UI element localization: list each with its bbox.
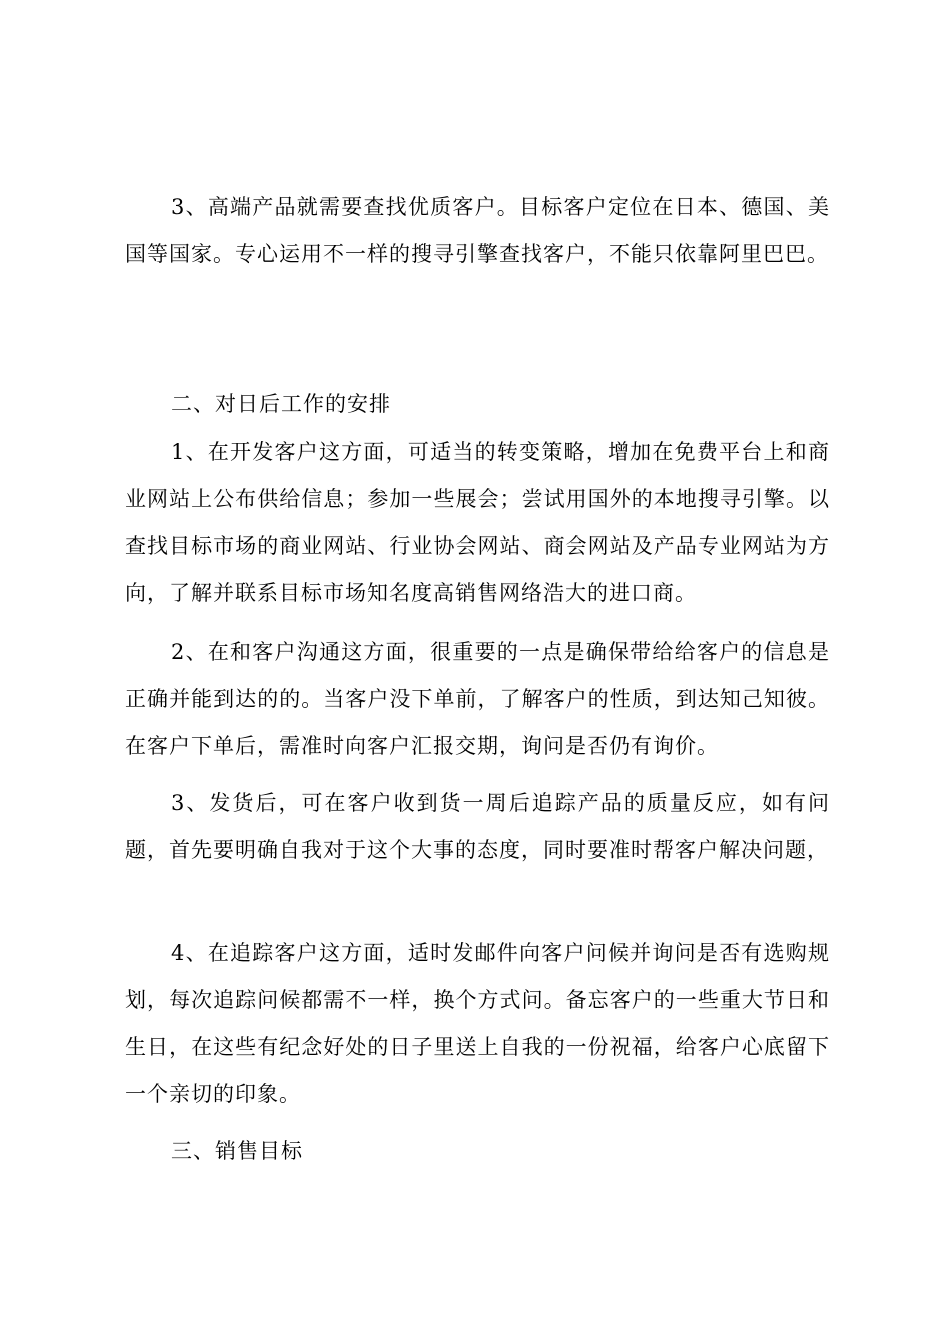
paragraph-high-end-products: 3、高端产品就需要查找优质客户。目标客户定位在日本、德国、美国等国家。专心运用不一样的搜寻引擎查找客户，不能只依靠阿里巴巴。	[125, 195, 830, 266]
paragraph-customer-communication: 2、在和客户沟通这方面，很重要的一点是确保带给给客户的信息是正确并能到达的的。当客户没下单前，了解客户的性质，到达知己知彼。在客户下单后，需准时向客户汇报交期，询问是否仍有询价。	[125, 640, 830, 758]
section-heading-sales-target: 三、销售目标	[171, 1139, 303, 1163]
paragraph-after-shipment: 3、发货后，可在客户收到货一周后追踪产品的质量反应，如有问题，首先要明确自我对于这个大事的态度，同时要准时帮客户解决问题，	[125, 791, 830, 862]
paragraph-customer-development: 1、在开发客户这方面，可适当的转变策略，增加在免费平台上和商业网站上公布供给信息；参加一些展会；尝试用国外的本地搜寻引擎。以查找目标市场的商业网站、行业协会网站、商会网站及产品专业网站为方向，了解并联系目标市场知名度高销售网络浩大的进口商。	[125, 440, 830, 605]
section-heading-future-work: 二、对日后工作的安排	[171, 392, 391, 416]
paragraph-customer-followup: 4、在追踪客户这方面，适时发邮件向客户问候并询问是否有选购规划，每次追踪问候都需不一样，换个方式问。备忘客户的一些重大节日和生日，在这些有纪念好处的日子里送上自我的一份祝福，给客户心底留下一个亲切的印象。	[125, 941, 830, 1106]
